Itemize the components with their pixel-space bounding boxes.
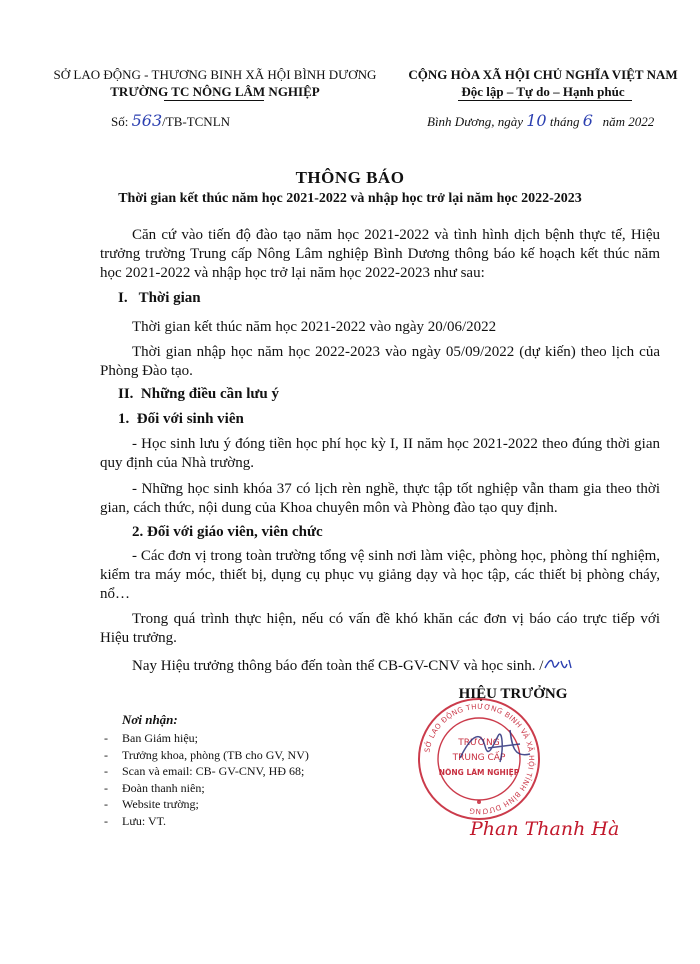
- handwritten-day: 10: [526, 111, 547, 130]
- handwritten-month: 6: [582, 111, 593, 130]
- document-date: Bình Dương, ngày 10 tháng 6 năm 2022: [427, 111, 655, 130]
- subsection-1-paragraph-1: - Học sinh lưu ý đóng tiền học phí học kỳ I, II năm học 2021-2022 theo đúng thời gian quy định của Nhà trường.: [100, 436, 660, 471]
- final-paragraph: Nay Hiệu trưởng thông báo đến toàn thể CB-GV-CNV và học sinh. /: [132, 656, 652, 676]
- motto: Độc lập – Tự do – Hạnh phúc: [461, 84, 625, 99]
- document-subtitle: Thời gian kết thúc năm học 2021-2022 và nhập học trở lại năm học 2022-2023: [118, 191, 582, 206]
- intro-paragraph: Căn cứ vào tiến độ đào tạo năm học 2021-2022 và tình hình dịch bệnh thực tế, Hiệu trưởng trường Trung cấp Nông Lâm nghiệp Bình Dương thông báo kế hoạch kết thúc năm học 2021-2022 và nhập học trở lại năm học 2022-2023 như sau:: [100, 227, 660, 281]
- document-title: THÔNG BÁO: [295, 168, 405, 187]
- document-number: Số: 563/TB-TCNLN: [111, 111, 231, 130]
- stamp-ring-text: SỞ LAO ĐỘNG THƯƠNG BINH VÀ XÃ HỘI TỈNH BÌNH DƯƠNG: [422, 701, 537, 817]
- motto-underline: [458, 100, 632, 101]
- process-paragraph: Trong quá trình thực hiện, nếu có vấn đề khó khăn các đơn vị báo cáo trực tiếp với Hiệu trưởng.: [100, 611, 660, 646]
- handwritten-number: 563: [131, 111, 163, 130]
- ministry-name: SỞ LAO ĐỘNG - THƯƠNG BINH XÃ HỘI BÌNH DƯƠNG: [53, 67, 377, 82]
- recipients-block: [104, 712, 404, 829]
- country-name: CỘNG HÒA XÃ HỘI CHỦ NGHĨA VIỆT NAM: [408, 67, 678, 82]
- signer-position: HIỆU TRƯỞNG: [458, 686, 568, 702]
- subsection-2-paragraph-1: - Các đơn vị trong toàn trường tổng vệ sinh nơi làm việc, phòng học, phòng thí nghiệm, kiểm tra máy móc, thiết bị, dụng cụ phục vụ giảng dạy và học tập, các thiết bị phòng cháy, nổ…: [100, 548, 660, 602]
- school-underline: [164, 100, 264, 101]
- stamp-line-3: NÔNG LÂM NGHIỆP: [438, 768, 520, 777]
- school-name: TRƯỜNG TC NÔNG LÂM NGHIỆP: [110, 84, 320, 99]
- recipient-item: - Đoàn thanh niên;: [104, 780, 205, 795]
- signer-name: Phan Thanh Hà: [470, 818, 620, 840]
- section-1-paragraph-2: Thời gian nhập học năm học 2022-2023 vào ngày 05/09/2022 (dự kiến) theo lịch của Phòng Đào tạo.: [100, 344, 660, 379]
- organization-block: [40, 66, 390, 100]
- recipient-item: - Ban Giám hiệu;: [104, 731, 198, 745]
- subsection-2-title: 2. Đối với giáo viên, viên chức: [132, 524, 323, 540]
- recipient-item: - Website trường;: [104, 797, 199, 811]
- handwritten-tick-icon: [543, 656, 577, 672]
- subsection-1-paragraph-2: - Những học sinh khóa 37 có lịch rèn nghề, thực tập tốt nghiệp vẫn tham gia theo thời gian, cách thức, nội dung của Khoa chuyên môn và Phòng đào tạo quy định.: [100, 481, 660, 516]
- recipient-item: - Trưởng khoa, phòng (TB cho GV, NV): [104, 747, 309, 762]
- recipients-title: Nơi nhận:: [122, 712, 178, 727]
- national-motto-block: [398, 66, 688, 100]
- section-1-title: I. Thời gian: [118, 290, 201, 306]
- recipient-item: - Scan và email: CB- GV-CNV, HĐ 68;: [104, 764, 305, 778]
- subsection-1-title: 1. Đối với sinh viên: [118, 411, 244, 427]
- signature-scribble-icon: [440, 718, 550, 778]
- section-2-title: II. Những điều cần lưu ý: [118, 386, 279, 402]
- stamp-line-2: TRUNG CẤP: [452, 753, 506, 763]
- stamp-line-1: TRƯỜNG: [458, 738, 500, 748]
- recipient-item: - Lưu: VT.: [104, 813, 167, 828]
- section-1-paragraph-1: Thời gian kết thúc năm học 2021-2022 vào ngày 20/06/2022: [132, 319, 497, 335]
